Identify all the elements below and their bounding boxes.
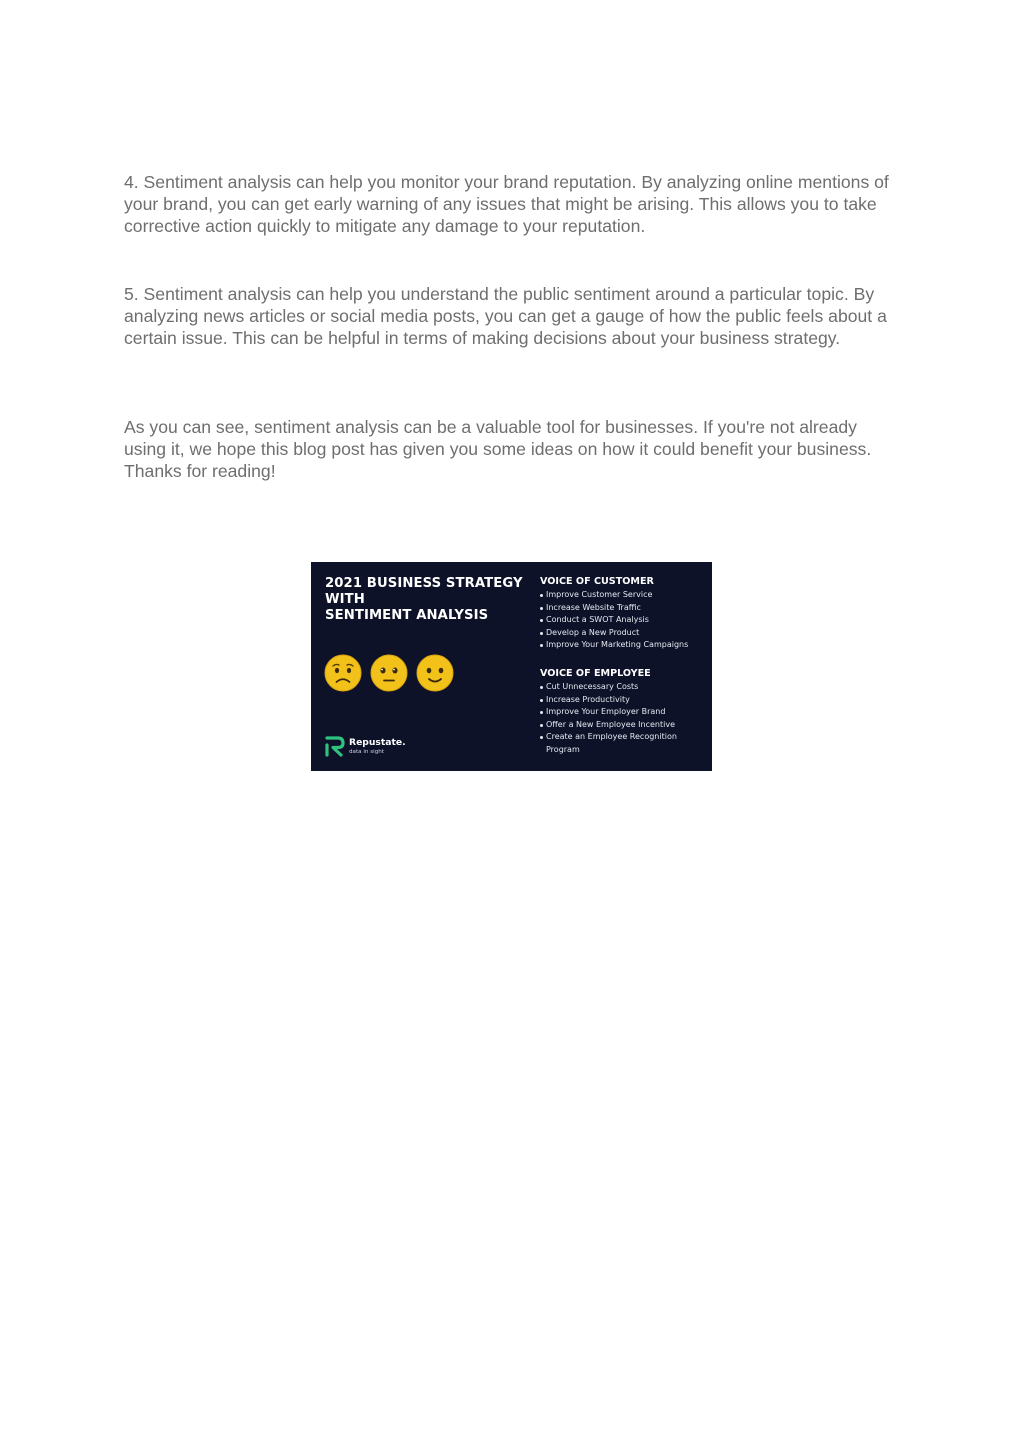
banner-title-line: SENTIMENT ANALYSIS	[325, 608, 489, 623]
logo-tagline: data in sight	[349, 748, 385, 755]
emoji-row	[324, 654, 464, 694]
neutral-face-icon	[370, 654, 408, 692]
list-item: Cut Unnecessary Costs	[540, 681, 708, 694]
list-item: Offer a New Employee Incentive	[540, 719, 708, 732]
list-item: Conduct a SWOT Analysis	[540, 614, 708, 627]
customer-list	[540, 589, 708, 652]
employee-list	[540, 681, 708, 757]
list-item: Improve Customer Service	[540, 589, 708, 602]
list-item: Improve Your Marketing Campaigns	[540, 639, 708, 652]
voice-of-customer-section	[540, 576, 708, 652]
paragraph-conclusion: As you can see, sentiment analysis can be a valuable tool for businesses. If you're not already using it, we hope this blog post has given you some ideas on how it could benefit your business. Thanks for reading!	[124, 417, 872, 481]
repustate-logo	[325, 734, 435, 760]
list-item: Create an Employee Recognition Program	[540, 731, 686, 756]
list-item: Improve Your Employer Brand	[540, 706, 708, 719]
worried-face-icon	[324, 654, 362, 692]
banner-title-line: 2021 BUSINESS STRATEGY	[325, 576, 523, 591]
list-item: Increase Productivity	[540, 694, 708, 707]
section-heading: VOICE OF CUSTOMER	[540, 576, 654, 587]
logo-name: Repustate.	[349, 737, 406, 748]
slightly-smiling-face-icon	[416, 654, 454, 692]
paragraph-public-sentiment: 5. Sentiment analysis can help you understand the public sentiment around a particular topic. By analyzing news articles or social media posts, you can get a gauge of how the public feels about a certain issue. This can be helpful in terms of making decisions about your business strategy.	[124, 284, 887, 348]
banner-title	[325, 576, 535, 624]
voice-of-employee-section	[540, 668, 708, 757]
list-item: Develop a New Product	[540, 627, 708, 640]
sentiment-strategy-banner	[311, 562, 712, 771]
banner-title-line: WITH	[325, 592, 365, 607]
paragraph-brand-reputation: 4. Sentiment analysis can help you monitor your brand reputation. By analyzing online mentions of your brand, you can get early warning of any issues that might be arising. This allows you to take corrective action quickly to mitigate any damage to your reputation.	[124, 172, 889, 236]
repustate-logo-mark-icon	[325, 735, 345, 757]
section-heading: VOICE OF EMPLOYEE	[540, 668, 651, 679]
list-item: Increase Website Traffic	[540, 602, 708, 615]
